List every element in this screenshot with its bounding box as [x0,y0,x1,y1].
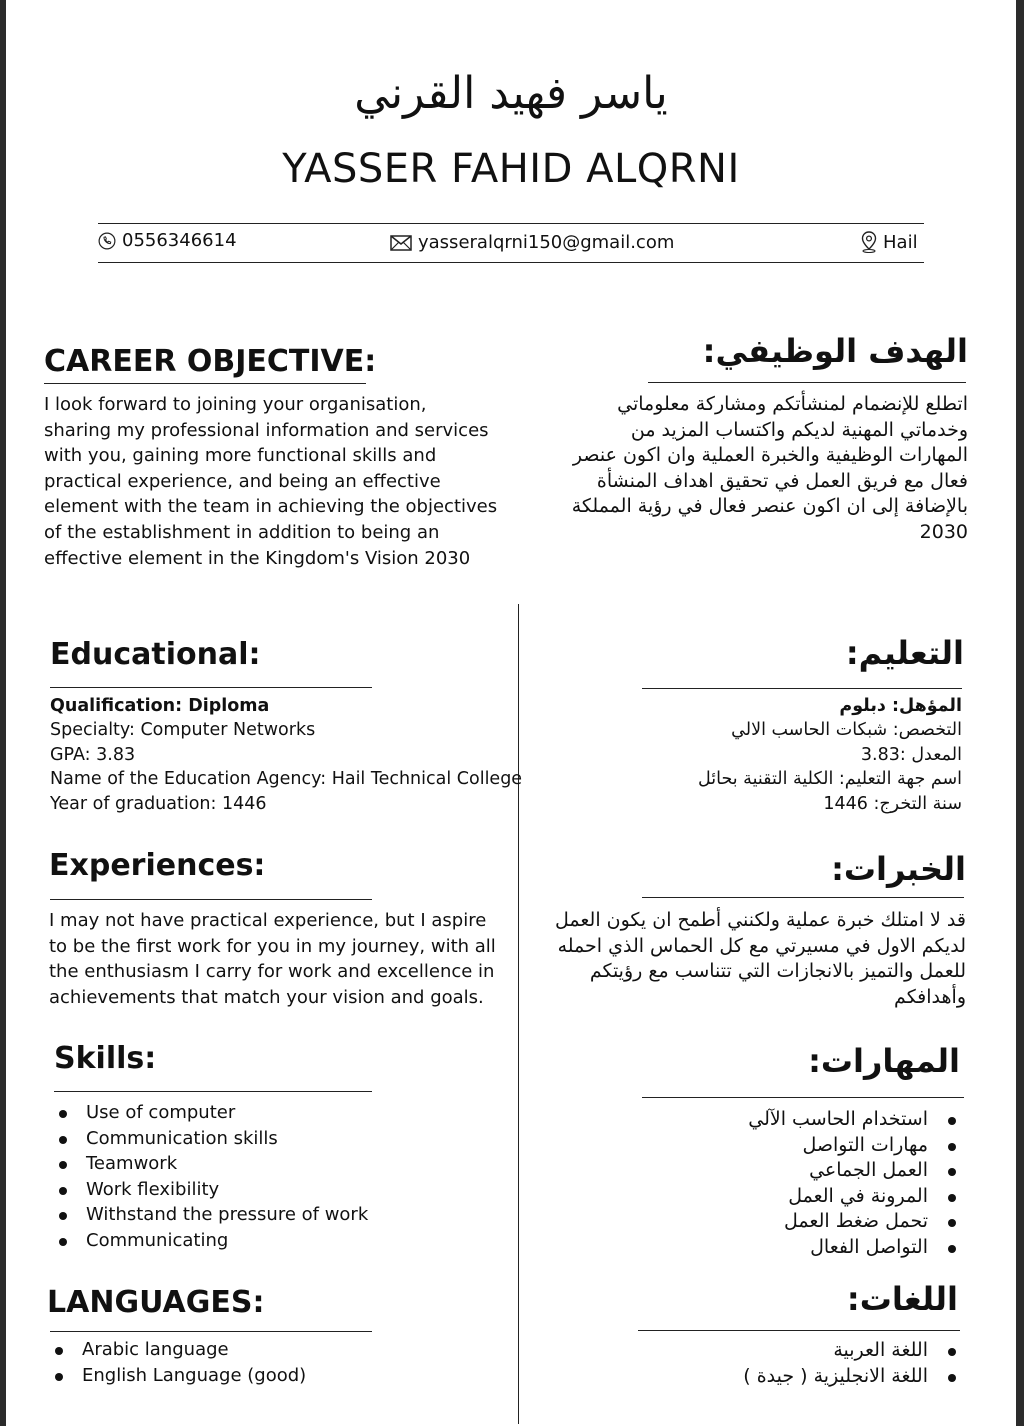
languages-list-en [48,1339,468,1390]
languages-list-ar [598,1339,958,1390]
objective-text-en: I look forward to joining your organisation, sharing my professional information and services with you, gaining more functional skills and practical experience, and being an effective element with the team in achieving the objectives of the establishment in addition to being an effective element in the Kingdom's Vision 2030 [44,394,498,569]
objective-title-ar: الهدف الوظيفي: [702,332,968,370]
objective-text-ar: اتطلع للإنضمام لمنشأتكم ومشاركة معلوماتي وخدماتي المهنية لديكم واكتساب المزيد من المهارات الوظيفية والخبرة العملية وان اكون عنصر فعال مع فريق العمل في تحقيق اهداف المنشأة بالإضافة إلى ان اكون عنصر فعال في رؤية المملكة 2030 [571,393,968,543]
list-item: المرونة في العمل [598,1185,958,1211]
education-title-ar: التعليم: [845,634,964,672]
agency-ar: اسم جهة التعليم: الكلية التقنية بحائل [698,769,962,790]
list-item: العمل الجماعي [598,1159,958,1185]
header-bottom-rule [98,262,924,263]
year-ar: سنة التخرج: 1446 [823,793,962,814]
header-top-rule [98,223,924,224]
list-item: التواصل الفعال [598,1236,958,1262]
gpa-ar: المعدل :3.83 [860,744,962,765]
skills-rule-en [54,1091,372,1092]
list-item: English Language (good) [48,1365,468,1391]
list-item: Communication skills [52,1128,472,1154]
email-contact[interactable] [390,232,674,253]
resume-page [6,0,1016,1426]
experience-text-en: I may not have practical experience, but I aspire to be the first work for you in my journey, with all the enthusiasm I carry for work and excellence in achievements that match your vision and goals. [49,910,496,1008]
experience-title-ar: الخبرات: [831,850,966,888]
skills-title-en: Skills: [54,1041,157,1076]
list-item: Withstand the pressure of work [52,1204,472,1230]
languages-rule-en [50,1331,372,1332]
education-details-en [50,696,522,818]
list-item: اللغة الانجليزية ( جيدة ) [598,1365,958,1391]
phone-contact[interactable] [98,230,237,251]
list-item: Use of computer [52,1102,472,1128]
education-rule-en [50,687,372,688]
experience-rule-en [50,899,372,900]
location-contact [861,231,918,253]
agency-en: Name of the Education Agency: Hail Technical College [50,769,523,790]
experience-text-ar: قد لا امتلك خبرة عملية ولكنني أطمح ان يكون العمل لديكم الاول في مسيرتي مع كل الحماس الذي احمله للعمل والتميز بالانجازات التي تتناسب مع رؤيتكم وأهدافكم [555,909,966,1008]
list-item: Teamwork [52,1153,472,1179]
name-arabic: ياسر فهيد القرني [354,68,668,119]
languages-rule-ar [638,1330,960,1331]
education-rule-ar [642,688,962,689]
languages-title-en: LANGUAGES: [47,1285,265,1320]
specialty-ar: التخصص: شبكات الحاسب الالي [731,720,962,741]
list-item: مهارات التواصل [598,1134,958,1160]
list-item: استخدام الحاسب الآلي [598,1108,958,1134]
education-details-ar [602,696,962,818]
name-english: YASSER FAHID ALQRNI [282,146,740,192]
list-item: تحمل ضغط العمل [598,1210,958,1236]
objective-title-en: CAREER OBJECTIVE: [44,344,377,379]
city: Hail [883,231,918,253]
skills-list-en [52,1102,472,1255]
education-title-en: Educational: [50,637,261,672]
location-pin-icon [861,231,877,253]
list-item: Work flexibility [52,1179,472,1205]
experience-rule-ar [642,897,964,898]
experience-title-en: Experiences: [49,848,266,883]
qualification-en: Qualification: Diploma [50,696,270,716]
email-address: yasseralqrni150@gmail.com [418,232,675,253]
languages-title-ar: اللغات: [846,1280,958,1318]
qualification-ar: المؤهل: دبلوم [839,696,962,716]
gpa-en: GPA: 3.83 [50,744,136,765]
phone-icon [98,232,116,250]
list-item: Communicating [52,1230,472,1256]
skills-list-ar [598,1108,958,1261]
list-item: Arabic language [48,1339,468,1365]
objective-rule-ar [648,382,966,383]
objective-rule-en [44,383,366,384]
year-en: Year of graduation: 1446 [50,793,267,814]
skills-title-ar: المهارات: [808,1042,960,1080]
list-item: اللغة العربية [598,1339,958,1365]
skills-rule-ar [642,1097,964,1098]
envelope-icon [390,235,412,251]
phone-number: 0556346614 [122,230,237,251]
specialty-en: Specialty: Computer Networks [50,720,316,741]
